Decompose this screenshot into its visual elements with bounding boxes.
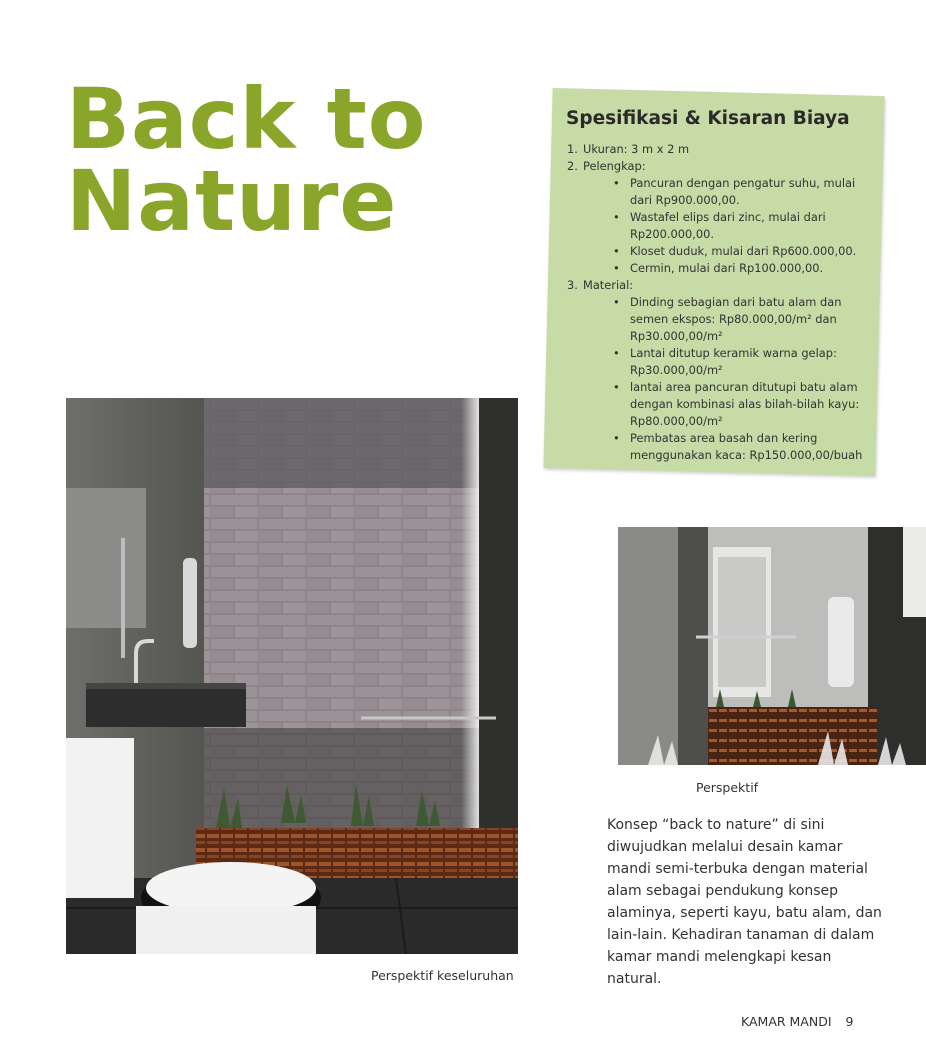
spec-item-number: 1. [567,142,578,156]
footer-section: KAMAR MANDI [741,1014,832,1029]
spec-sublist [583,294,866,464]
spec-item [566,158,866,277]
page-title [66,70,427,250]
spec-item [566,277,866,464]
spec-subitem: • Pembatas area basah dan kering menggunakan kaca: Rp150.000,00/buah [613,430,866,464]
spec-list [566,141,866,464]
spec-item-number: 2. [567,159,578,173]
spec-sublist [583,175,866,277]
spec-heading: Spesifikasi & Kisaran Biaya [566,108,850,129]
spec-subitem: • Wastafel elips dari zinc, mulai dari Rp200.000,00. [613,209,866,243]
bathroom-overview-photo [66,398,518,954]
spec-subitem: • Pancuran dengan pengatur suhu, mulai dari Rp900.000,00. [613,175,866,209]
caption-main-photo: Perspektif keseluruhan [371,968,514,983]
spec-item-number: 3. [567,278,578,292]
spec-item-text: Pelengkap: [583,159,646,173]
caption-perspective-photo: Perspektif [696,780,759,795]
spec-subitem: • Kloset duduk, mulai dari Rp600.000,00. [613,243,866,260]
spec-subitem: • Dinding sebagian dari batu alam dan semen ekspos: Rp80.000,00/m² dan Rp30.000,00/m² [613,294,866,345]
spec-subitem: • Cermin, mulai dari Rp100.000,00. [613,260,866,277]
page-number: 9 [845,1014,854,1029]
page-footer [741,1014,853,1029]
bathroom-perspective-photo [618,527,926,765]
spec-item [566,141,866,158]
spec-box [566,108,866,464]
spec-subitem: • Lantai ditutup keramik warna gelap: Rp30.000,00/m² [613,345,866,379]
title-line-1: Back to [66,70,427,168]
spec-item-text: Ukuran: 3 m x 2 m [583,142,690,156]
spec-subitem: • lantai area pancuran ditutupi batu alam dengan kombinasi alas bilah-bilah kayu: Rp80.000,00/m² [613,379,866,430]
body-paragraph: Konsep “back to nature” di sini diwujudkan melalui desain kamar mandi semi-terbuka dengan material alam sebagai pendukung konsep alaminya, seperti kayu, batu alam, dan lain-lain. Kehadiran tanaman di dalam kamar mandi melengkapi kesan natural. [607,817,882,987]
title-line-2: Nature [66,152,398,250]
spec-item-text: Material: [583,278,634,292]
